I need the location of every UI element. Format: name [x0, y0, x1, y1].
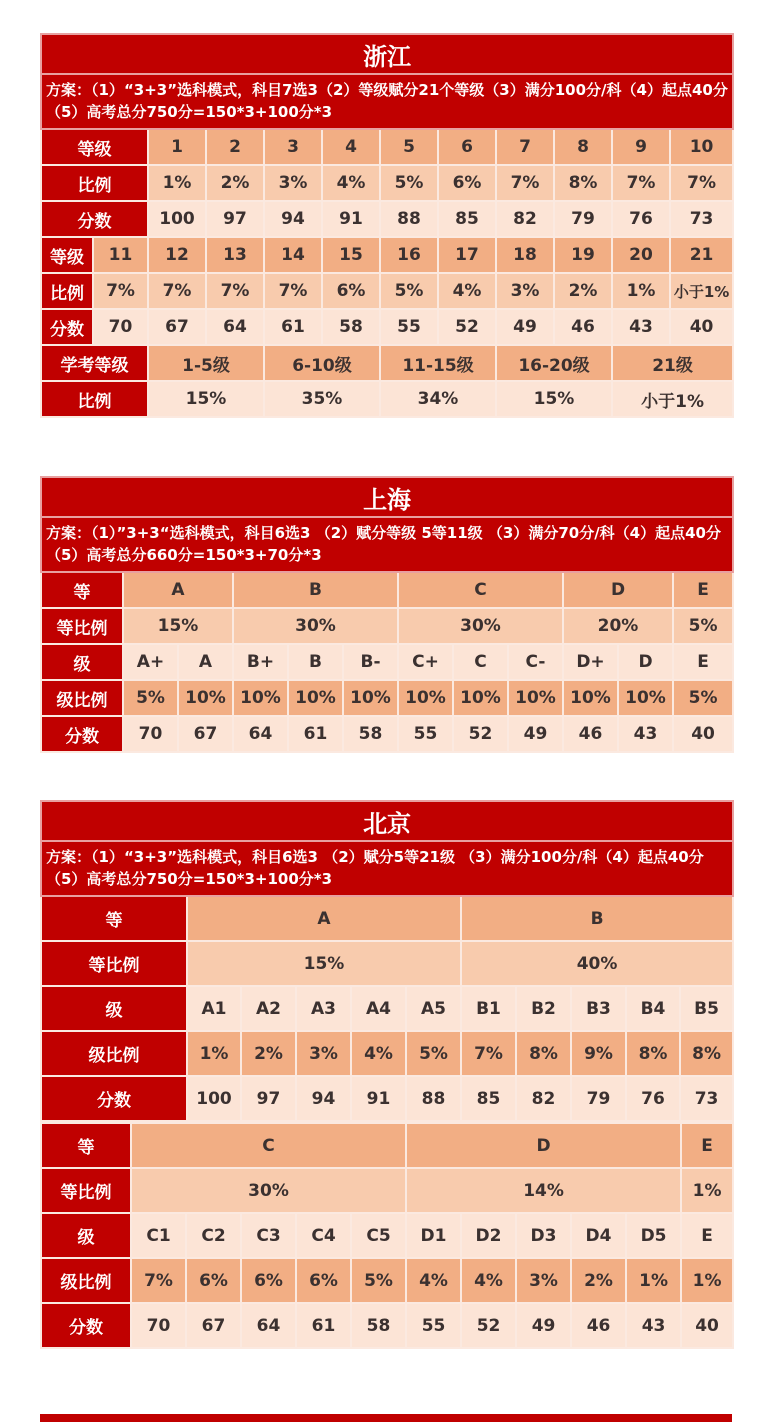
ratio-cell: 4%: [438, 273, 496, 309]
grade-cell: 13: [206, 237, 264, 273]
grade-cell: 20: [612, 237, 670, 273]
xuekao-ratio-cell: 35%: [264, 381, 380, 417]
ji-ratio-cell: 10%: [343, 680, 398, 716]
ji-cell: D: [618, 644, 673, 680]
deng-ratio-cell: 14%: [406, 1168, 681, 1213]
beijing-table-part2: [40, 1122, 734, 1349]
deng-cell: A: [187, 896, 461, 941]
score-cell: 76: [626, 1076, 680, 1121]
score-cell: 67: [186, 1303, 241, 1348]
grade-cell: 2: [206, 129, 264, 165]
row-label-ratio: 比例: [41, 165, 148, 201]
shanghai-section: [40, 476, 732, 753]
score-cell: 97: [206, 201, 264, 237]
score-cell: 82: [496, 201, 554, 237]
score-cell: 55: [406, 1303, 461, 1348]
ji-ratio-cell: 1%: [681, 1258, 733, 1303]
ji-ratio-cell: 6%: [241, 1258, 296, 1303]
deng-ratio-cell: 1%: [681, 1168, 733, 1213]
score-cell: 52: [461, 1303, 516, 1348]
ji-cell: B1: [461, 986, 516, 1031]
ji-cell: B4: [626, 986, 680, 1031]
ji-cell: A1: [187, 986, 241, 1031]
score-cell: 70: [131, 1303, 186, 1348]
score-cell: 58: [322, 309, 380, 345]
ji-ratio-cell: 1%: [187, 1031, 241, 1076]
ratio-cell: 7%: [670, 165, 733, 201]
grade-cell: 12: [148, 237, 206, 273]
row-label-deng-ratio: 等比例: [41, 941, 187, 986]
ji-cell: E: [673, 644, 733, 680]
grade-cell: 19: [554, 237, 612, 273]
grade-cell: 18: [496, 237, 554, 273]
score-cell: 52: [453, 716, 508, 752]
row-label-grade: 等级: [41, 129, 148, 165]
ji-ratio-cell: 10%: [453, 680, 508, 716]
row-label-ratio: 比例: [41, 381, 148, 417]
ratio-cell: 2%: [206, 165, 264, 201]
ji-ratio-cell: 3%: [516, 1258, 571, 1303]
score-cell: 85: [438, 201, 496, 237]
next-section-header-edge: [40, 1414, 732, 1422]
row-label-score: 分数: [41, 716, 123, 752]
ji-cell: D4: [571, 1213, 626, 1258]
score-cell: 67: [148, 309, 206, 345]
ji-ratio-cell: 10%: [178, 680, 233, 716]
ji-ratio-cell: 9%: [571, 1031, 626, 1076]
ji-cell: D5: [626, 1213, 681, 1258]
score-cell: 55: [398, 716, 453, 752]
grade-cell: 6: [438, 129, 496, 165]
deng-cell: D: [406, 1123, 681, 1168]
xuekao-level-cell: 11-15级: [380, 345, 496, 381]
ji-cell: A5: [406, 986, 461, 1031]
row-label-score: 分数: [41, 1076, 187, 1121]
ji-ratio-cell: 2%: [571, 1258, 626, 1303]
score-cell: 73: [680, 1076, 733, 1121]
score-cell: 49: [496, 309, 554, 345]
score-cell: 70: [123, 716, 178, 752]
ji-ratio-cell: 7%: [461, 1031, 516, 1076]
score-cell: 43: [618, 716, 673, 752]
ratio-cell: 7%: [93, 273, 148, 309]
row-label-xuekao-level: 学考等级: [41, 345, 148, 381]
ji-cell: B+: [233, 644, 288, 680]
ji-ratio-cell: 5%: [123, 680, 178, 716]
row-label-ji: 级: [41, 644, 123, 680]
score-cell: 64: [241, 1303, 296, 1348]
score-cell: 79: [554, 201, 612, 237]
xuekao-ratio-cell: 小于1%: [612, 381, 733, 417]
score-cell: 64: [233, 716, 288, 752]
score-cell: 46: [554, 309, 612, 345]
score-cell: 100: [148, 201, 206, 237]
beijing-table: [40, 800, 734, 1122]
ji-cell: C4: [296, 1213, 351, 1258]
ji-cell: C3: [241, 1213, 296, 1258]
row-label-deng-ratio: 等比例: [41, 1168, 131, 1213]
ji-ratio-cell: 6%: [296, 1258, 351, 1303]
xuekao-level-cell: 21级: [612, 345, 733, 381]
score-cell: 61: [288, 716, 343, 752]
ji-ratio-cell: 8%: [680, 1031, 733, 1076]
deng-ratio-cell: 20%: [563, 608, 673, 644]
deng-cell: A: [123, 572, 233, 608]
ji-cell: D2: [461, 1213, 516, 1258]
ratio-cell: 4%: [322, 165, 380, 201]
xuekao-level-cell: 1-5级: [148, 345, 264, 381]
deng-cell: D: [563, 572, 673, 608]
ji-ratio-cell: 2%: [241, 1031, 296, 1076]
row-label-ratio: 比例: [41, 273, 93, 309]
row-label-ji: 级: [41, 986, 187, 1031]
score-cell: 46: [571, 1303, 626, 1348]
grade-cell: 7: [496, 129, 554, 165]
xuekao-ratio-cell: 15%: [496, 381, 612, 417]
scheme-description: 方案：（1）“3+3”选科模式，科目7选3（2）等级赋分21个等级（3）满分100分/科（4）起点40分 （5）高考总分750分=150*3+100分*3: [41, 74, 733, 129]
row-label-deng-ratio: 等比例: [41, 608, 123, 644]
ji-ratio-cell: 4%: [351, 1031, 406, 1076]
ratio-cell: 3%: [264, 165, 322, 201]
ji-cell: D+: [563, 644, 618, 680]
score-cell: 52: [438, 309, 496, 345]
section-title: 北京: [41, 801, 733, 841]
ji-cell: A2: [241, 986, 296, 1031]
deng-ratio-cell: 30%: [233, 608, 398, 644]
ji-ratio-cell: 5%: [673, 680, 733, 716]
score-cell: 58: [343, 716, 398, 752]
ji-cell: B: [288, 644, 343, 680]
score-cell: 94: [296, 1076, 351, 1121]
score-cell: 85: [461, 1076, 516, 1121]
score-cell: 91: [322, 201, 380, 237]
score-cell: 91: [351, 1076, 406, 1121]
score-cell: 55: [380, 309, 438, 345]
xuekao-level-cell: 6-10级: [264, 345, 380, 381]
ji-ratio-cell: 10%: [288, 680, 343, 716]
score-cell: 43: [612, 309, 670, 345]
row-label-deng: 等: [41, 896, 187, 941]
grade-cell: 1: [148, 129, 206, 165]
ratio-cell: 5%: [380, 273, 438, 309]
grade-cell: 9: [612, 129, 670, 165]
score-cell: 64: [206, 309, 264, 345]
score-cell: 61: [264, 309, 322, 345]
row-label-ji-ratio: 级比例: [41, 680, 123, 716]
ji-cell: A3: [296, 986, 351, 1031]
grade-cell: 17: [438, 237, 496, 273]
grade-cell: 16: [380, 237, 438, 273]
ratio-cell: 2%: [554, 273, 612, 309]
ji-ratio-cell: 10%: [398, 680, 453, 716]
ratio-cell: 7%: [206, 273, 264, 309]
deng-cell: C: [131, 1123, 406, 1168]
score-cell: 73: [670, 201, 733, 237]
section-title: 浙江: [41, 34, 733, 74]
grade-cell: 5: [380, 129, 438, 165]
row-label-ji-ratio: 级比例: [41, 1258, 131, 1303]
ji-cell: A4: [351, 986, 406, 1031]
ratio-cell: 7%: [612, 165, 670, 201]
grade-cell: 3: [264, 129, 322, 165]
ratio-cell: 6%: [438, 165, 496, 201]
ji-ratio-cell: 5%: [406, 1031, 461, 1076]
scheme-description: 方案：（1）“3+3”选科模式，科目6选3 （2）赋分5等21级 （3）满分100分/科（4）起点40分 （5）高考总分750分=150*3+100分*3: [41, 841, 733, 896]
score-cell: 97: [241, 1076, 296, 1121]
ji-cell: C2: [186, 1213, 241, 1258]
xuekao-level-cell: 16-20级: [496, 345, 612, 381]
score-cell: 40: [670, 309, 733, 345]
score-cell: 82: [516, 1076, 571, 1121]
deng-cell: E: [681, 1123, 733, 1168]
grade-cell: 11: [93, 237, 148, 273]
score-cell: 100: [187, 1076, 241, 1121]
grade-cell: 21: [670, 237, 733, 273]
deng-ratio-cell: 15%: [187, 941, 461, 986]
ratio-cell: 6%: [322, 273, 380, 309]
ji-cell: C: [453, 644, 508, 680]
beijing-section: [40, 800, 732, 1349]
ji-ratio-cell: 4%: [461, 1258, 516, 1303]
score-cell: 88: [406, 1076, 461, 1121]
score-cell: 67: [178, 716, 233, 752]
ji-ratio-cell: 6%: [186, 1258, 241, 1303]
ji-cell: D3: [516, 1213, 571, 1258]
ji-cell: A+: [123, 644, 178, 680]
section-title: 上海: [41, 477, 733, 517]
deng-cell: E: [673, 572, 733, 608]
ji-ratio-cell: 4%: [406, 1258, 461, 1303]
ji-cell: E: [681, 1213, 733, 1258]
score-cell: 94: [264, 201, 322, 237]
score-cell: 49: [516, 1303, 571, 1348]
scheme-description: 方案：（1）”3+3“选科模式，科目6选3 （2）赋分等级 5等11级 （3）满分70分/科（4）起点40分 （5）高考总分660分=150*3+70分*3: [41, 517, 733, 572]
score-cell: 43: [626, 1303, 681, 1348]
ji-ratio-cell: 1%: [626, 1258, 681, 1303]
row-label-score: 分数: [41, 1303, 131, 1348]
row-label-ji-ratio: 级比例: [41, 1031, 187, 1076]
zhejiang-table: [40, 33, 734, 418]
ji-ratio-cell: 3%: [296, 1031, 351, 1076]
score-cell: 58: [351, 1303, 406, 1348]
grade-cell: 10: [670, 129, 733, 165]
ratio-cell: 小于1%: [670, 273, 733, 309]
ji-cell: C5: [351, 1213, 406, 1258]
ji-ratio-cell: 8%: [516, 1031, 571, 1076]
score-cell: 76: [612, 201, 670, 237]
deng-ratio-cell: 30%: [131, 1168, 406, 1213]
ji-cell: C-: [508, 644, 563, 680]
score-cell: 70: [93, 309, 148, 345]
row-label-deng: 等: [41, 572, 123, 608]
row-label-deng: 等: [41, 1123, 131, 1168]
row-label-score: 分数: [41, 201, 148, 237]
ji-ratio-cell: 10%: [618, 680, 673, 716]
ratio-cell: 7%: [496, 165, 554, 201]
row-label-grade: 等级: [41, 237, 93, 273]
ji-ratio-cell: 7%: [131, 1258, 186, 1303]
ji-cell: D1: [406, 1213, 461, 1258]
score-cell: 46: [563, 716, 618, 752]
ji-cell: B2: [516, 986, 571, 1031]
ji-ratio-cell: 10%: [508, 680, 563, 716]
deng-ratio-cell: 15%: [123, 608, 233, 644]
row-label-score: 分数: [41, 309, 93, 345]
ji-ratio-cell: 10%: [233, 680, 288, 716]
ratio-cell: 7%: [264, 273, 322, 309]
shanghai-table: [40, 476, 734, 753]
deng-cell: B: [233, 572, 398, 608]
grade-cell: 15: [322, 237, 380, 273]
deng-ratio-cell: 5%: [673, 608, 733, 644]
ji-ratio-cell: 10%: [563, 680, 618, 716]
deng-ratio-cell: 30%: [398, 608, 563, 644]
score-cell: 79: [571, 1076, 626, 1121]
ratio-cell: 1%: [612, 273, 670, 309]
ji-cell: B5: [680, 986, 733, 1031]
grade-cell: 4: [322, 129, 380, 165]
ji-ratio-cell: 5%: [351, 1258, 406, 1303]
grade-cell: 8: [554, 129, 612, 165]
score-cell: 40: [673, 716, 733, 752]
ratio-cell: 7%: [148, 273, 206, 309]
ji-cell: A: [178, 644, 233, 680]
xuekao-ratio-cell: 15%: [148, 381, 264, 417]
score-cell: 61: [296, 1303, 351, 1348]
score-cell: 49: [508, 716, 563, 752]
row-label-ji: 级: [41, 1213, 131, 1258]
ratio-cell: 3%: [496, 273, 554, 309]
xuekao-ratio-cell: 34%: [380, 381, 496, 417]
zhejiang-section: [40, 33, 732, 418]
ji-cell: C+: [398, 644, 453, 680]
deng-cell: B: [461, 896, 733, 941]
ratio-cell: 5%: [380, 165, 438, 201]
ji-cell: C1: [131, 1213, 186, 1258]
score-cell: 40: [681, 1303, 733, 1348]
ji-ratio-cell: 8%: [626, 1031, 680, 1076]
score-cell: 88: [380, 201, 438, 237]
ji-cell: B3: [571, 986, 626, 1031]
ratio-cell: 8%: [554, 165, 612, 201]
grade-cell: 14: [264, 237, 322, 273]
ratio-cell: 1%: [148, 165, 206, 201]
ji-cell: B-: [343, 644, 398, 680]
deng-cell: C: [398, 572, 563, 608]
deng-ratio-cell: 40%: [461, 941, 733, 986]
